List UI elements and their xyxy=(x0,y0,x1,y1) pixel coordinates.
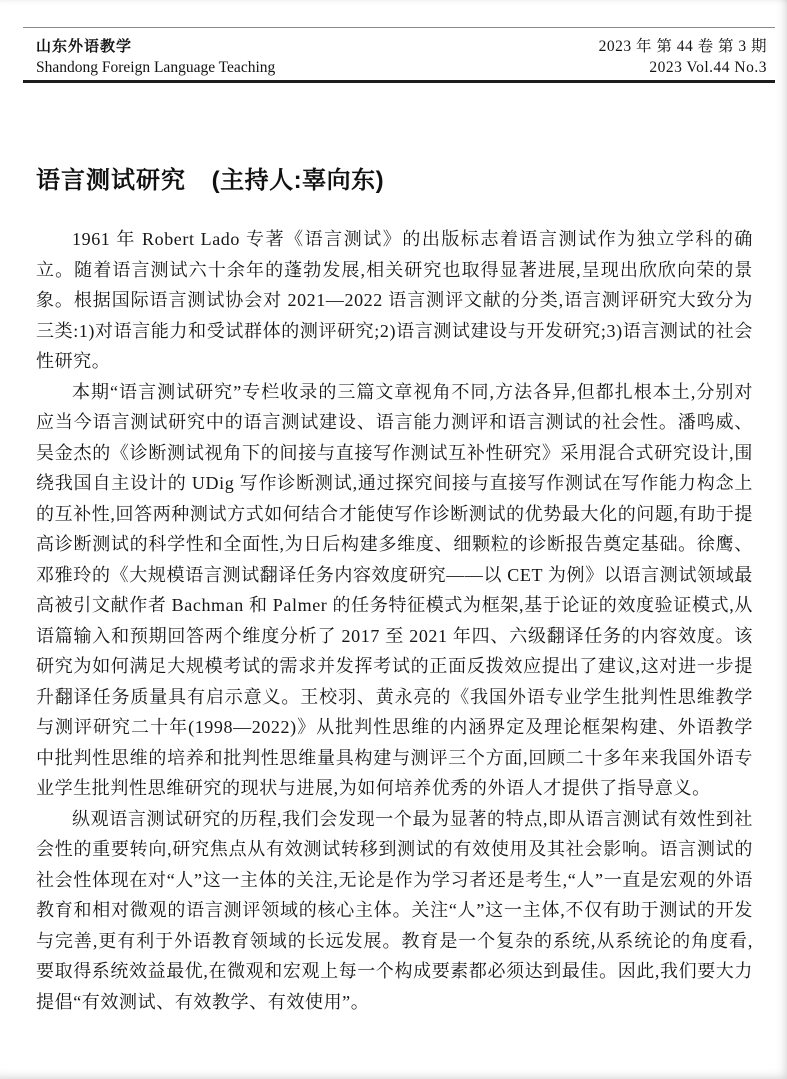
journal-name-cn: 山东外语教学 xyxy=(36,38,133,55)
journal-identity xyxy=(36,36,275,78)
article-body xyxy=(36,224,753,1017)
section-title-text: 语言测试研究 xyxy=(36,167,186,194)
issue-info-en: 2023 Vol.44 No.3 xyxy=(649,59,767,76)
issue-info xyxy=(599,36,767,78)
section-title xyxy=(36,160,753,195)
journal-name-en: Shandong Foreign Language Teaching xyxy=(36,59,276,76)
header-bottom-rule xyxy=(23,80,775,83)
paragraph-conclusion: 纵观语言测试研究的历程,我们会发现一个最为显著的特点,即从语言测试有效性到社会性的重要转向,研究焦点从有效测试转移到测试的有效使用及其社会影响。语言测试的社会性体现在对“人”这一主体的关注,无论是作为学习者还是考生,“人”一直是宏观的外语教育和相对微观的语言测评领域的核心主体。关注“人”这一主体,不仅有助于测试的开发与完善,更有利于外语教育领域的长远发展。教育是一个复杂的系统,从系统论的角度看,要取得系统效益最优,在微观和宏观上每一个构成要素都必须达到最佳。因此,我们要大力提倡“有效测试、有效教学、有效使用”。 xyxy=(36,808,753,1012)
page-header xyxy=(36,36,767,78)
paragraph-articles-overview: 本期“语言测试研究”专栏收录的三篇文章视角不同,方法各异,但都扎根本土,分别对应当今语言测试研究中的语言测试建设、语言能力测评和语言测试的社会性。潘鸣威、吴金杰的《诊断测试视角下的间接与直接写作测试互补性研究》采用混合式研究设计,围绕我国自主设计的 UDig 写作诊断测试,通过探究间接与直接写作测试在写作能力构念上的互补性,回答两种测试方式如何结合才能使写作诊断测试的优势最大化的问题,有助于提高诊断测试的科学性和全面性,为日后构建多维度、细颗粒的诊断报告奠定基础。徐鹰、邓雅玲的《大规模语言测试翻译任务内容效度研究——以 CET 为例》以语言测试领域最高被引文献作者 Bachman 和 Palmer 的任务特征模式为框架,基于论证的效度验证模式,从语篇输入和预期回答两个维度分析了 2017 至 2021 年四、六级翻译任务的内容效度。该研究为如何满足大规模考试的需求并发挥考试的正面反拨效应提出了建议,这对进一步提升翻译任务质量具有启示意义。王校羽、黄永亮的《我国外语专业学生批判性思维教学与测评研究二十年(1998—2022)》从批判性思维的内涵界定及理论框架构建、外语教学中批判性思维的培养和批判性思维量具构建与测评三个方面,回顾二十多年来我国外语专业学生批判性思维研究的现状与进展,为如何培养优秀的外语人才提供了指导意义。 xyxy=(36,381,753,798)
paragraph-intro: 1961 年 Robert Lado 专著《语言测试》的出版标志着语言测试作为独立学科的确立。随着语言测试六十余年的蓬勃发展,相关研究也取得显著进展,呈现出欣欣向荣的景象。根据国际语言测试协会对 2021—2022 语言测评文献的分类,语言测评研究大致分为三类:1)对语言能力和受试群体的测评研究;2)语言测试建设与开发研究;3)语言测试的社会性研究。 xyxy=(36,229,753,371)
issue-info-cn: 2023 年 第 44 卷 第 3 期 xyxy=(598,38,767,55)
header-top-rule xyxy=(23,27,775,28)
section-host: (主持人:辜向东) xyxy=(211,167,385,194)
